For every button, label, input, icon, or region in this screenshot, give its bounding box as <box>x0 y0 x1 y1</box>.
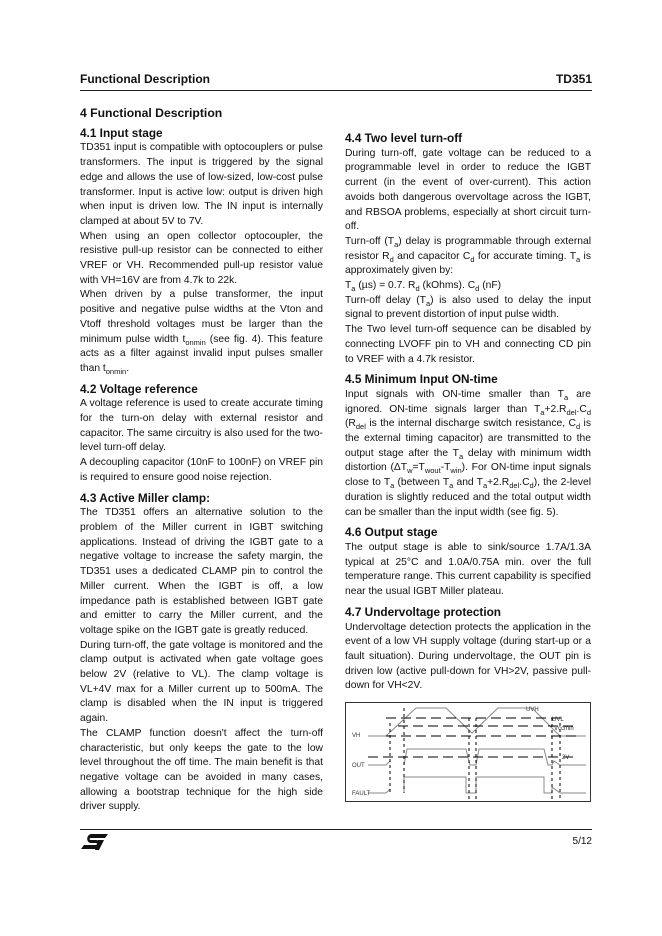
text-run: (between T <box>394 477 450 489</box>
text-run: .C <box>576 403 587 415</box>
subsection-heading: 4.4 Two level turn-off <box>345 131 463 145</box>
text-run: (R <box>345 418 356 430</box>
undervoltage-timing-diagram <box>345 702 591 802</box>
text-run: The CLAMP function doesn't affect the turn-off characteristic, but only keeps the gate to the low level throughout the off time. The main benefit is that negative voltage can be avoided in many cases, allowing a bootstrap technique for the high side driver supply. <box>80 727 323 813</box>
text-run: When using an open collector optocoupler, the resistive pull-up resistor can be connected to either VREF or VH. Recommended pull-up resistor value with VH=16V are from 4.7k to 22k. <box>80 230 323 286</box>
text-run: Undervoltage detection protects the application in the event of a low VH supply voltage (during start-up or a fault situation). During undervoltage, the OUT pin is driven low (active pull-down for VH>2V, passive pull-down for VH<2V. <box>345 621 591 692</box>
text-run: (see fig. 4). This feature acts as a filter against invalid input pulses smaller than t <box>80 333 323 374</box>
diagram-label-v2: 2V <box>562 755 570 762</box>
subscript: onmin <box>185 337 206 347</box>
text-run: delay with minimum width distortion (ΔT <box>345 447 591 474</box>
diagram-label-fault: FAULT <box>352 791 371 798</box>
paragraph <box>345 294 591 323</box>
subsection-heading: 4.7 Undervoltage protection <box>345 604 502 619</box>
subsection-heading: 4.2 Voltage reference <box>80 381 198 396</box>
subsection-heading: 4.3 Active Miller clamp: <box>80 490 211 505</box>
diagram-label-vh: VH <box>352 733 361 740</box>
text-run: -T <box>440 462 451 474</box>
subscript: d <box>586 407 591 417</box>
subscript: d <box>389 254 394 264</box>
text-run: The output stage is able to sink/source 1.7A/1.3A typical at 25°C and 1.0A/0.75A min. over the full temperature range. This current capability is specified near the usual IGBT Miller plateau. <box>345 541 591 598</box>
subscript: a <box>458 451 464 461</box>
text-run: +2.R <box>544 403 567 415</box>
text-run: for accurate timing. T <box>474 250 576 262</box>
text-run: Input signals with ON-time smaller than T <box>345 388 564 400</box>
text-run: (µs) = 0.7. R <box>355 280 416 292</box>
diagram-label-out: OUT <box>352 763 365 770</box>
text-run: TD351 input is compatible with optocouplers or pulse transformers. The input is triggered by the signal edge and allows the use of low-sized, low-cost pulse transformer. Input is active low: output is driven high when input is driven low. The IN input is internally clamped at about 5V to 7V. <box>80 142 323 227</box>
paragraph <box>80 288 323 376</box>
paragraph <box>80 141 323 229</box>
subscript: a <box>576 254 581 264</box>
text-run: is the external timing capacitor) are transmitted to the output stage after the T <box>345 418 591 459</box>
text-run: During turn-off, the gate voltage is monitored and the clamp output is activated when gate voltage goes below 2V (relative to VL). The clamp voltage is VL+4V max for a Miller current up to 500mA. The clamp is disabled when the IN input is triggered again. <box>80 639 323 725</box>
subscript: a <box>482 481 488 491</box>
subscript: del <box>566 407 577 417</box>
text-run: Turn-off (T <box>345 235 395 247</box>
paragraph <box>80 727 323 815</box>
paragraph <box>345 279 591 294</box>
paragraph <box>345 388 591 520</box>
subscript: win <box>450 466 462 476</box>
footer-rule <box>80 829 592 830</box>
text-run: ) delay is programmable through external resistor R <box>345 235 592 262</box>
page-number: 5/12 <box>572 836 592 847</box>
text-run: is approximately given by: <box>345 250 591 277</box>
text-run: ) is also used to delay the input signal to prevent distortion of input pulse width. <box>345 294 591 321</box>
text-run: A voltage reference is used to create accurate timing for the turn-on delay with external resistor and capacitor. The same circuitry is also used for the two-level turn-off delay. <box>80 398 323 454</box>
text-run: and capacitor C <box>393 250 471 262</box>
paragraph <box>345 147 591 235</box>
subscript: w <box>407 466 413 476</box>
subsection-heading: 4.6 Output stage <box>345 525 438 540</box>
text-run: (kOhms). C <box>419 280 476 292</box>
subscript: del <box>509 481 520 491</box>
text-run: Turn-off delay (T <box>345 294 426 306</box>
subscript: a <box>449 481 454 491</box>
header-rule <box>80 90 592 91</box>
subscript: onmin <box>105 367 127 376</box>
subscript: d <box>575 422 581 432</box>
paragraph <box>80 506 323 638</box>
diagram-label-uvh: UVH <box>526 707 539 714</box>
text-run: The Two level turn-off sequence can be disabled by connecting LVOFF pin to VH and connecting CD pin to VREF with a 4.7k resistor. <box>345 324 591 365</box>
header-doc-id: TD351 <box>555 72 592 86</box>
subscript: a <box>351 284 356 294</box>
subscript: d <box>415 284 420 294</box>
text-run: ). For ON-time input signals close to T <box>345 462 591 489</box>
text-run: +2.R <box>487 477 510 489</box>
text-run: are ignored. ON-time signals larger than T <box>345 388 591 415</box>
subscript: wout <box>424 466 441 476</box>
subscript: a <box>540 407 545 417</box>
text-run: . <box>126 362 130 374</box>
text-run: T <box>345 280 352 292</box>
subscript: d <box>475 284 480 294</box>
subscript: a <box>425 298 431 308</box>
fault-trace <box>368 777 586 793</box>
right-column <box>345 126 591 802</box>
text-run: is the internal discharge switch resistance, C <box>365 418 576 430</box>
text-run: and T <box>453 477 483 489</box>
section-title: 4 Functional Description <box>80 106 223 120</box>
paragraph <box>345 323 591 367</box>
paragraph <box>80 639 323 727</box>
subscript: a <box>563 393 569 402</box>
text-run: .C <box>519 477 530 489</box>
paragraph <box>80 397 323 456</box>
subsection-heading: 4.5 Minimum Input ON-time <box>345 372 498 387</box>
text-run: The TD351 offers an alternative solution to the problem of the Miller current in IGBT switching applications. Instead of driving the IGBT gate to a negative voltage to increase the safety margin, the TD351 uses a dedicated CLAMP pin to control the Miller current. When the IGBT is off, a low impedance path is established between IGBT gate and emitter to carry the Miller current, and the voltage spike on the IGBT gate is greatly reduced. <box>80 507 323 636</box>
text-run: During turn-off, gate voltage can be reduced to a programmable level in order to reduce the IGBT current (in the event of over-current). This action avoids both dangerous overvoltage across the IGBT, and RBSOA problems, especially at short circuit turn-off. <box>345 147 591 233</box>
paragraph <box>80 456 323 485</box>
text-run: When driven by a pulse transformer, the input positive and negative pulse widths at the Vton and Vtoff threshold voltages must be larger than the minimum pulse width t <box>80 289 323 345</box>
diagram-label-uvl: UVL <box>552 717 564 724</box>
subscript: d <box>470 254 475 264</box>
text-run: (nF) <box>479 280 502 292</box>
text-run: ), the 2-level duration is slightly reduced and the total output width can be smaller than the input width (see fig. 5). <box>345 477 591 518</box>
subscript: del <box>355 422 366 432</box>
paragraph <box>345 541 591 600</box>
header-section: Functional Description <box>80 72 211 86</box>
paragraph <box>80 230 323 289</box>
subscript: d <box>529 481 534 491</box>
text-run: A decoupling capacitor (10nF to 100nF) on VREF pin is required to ensure good noise rejection. <box>80 457 323 483</box>
left-column <box>80 106 323 815</box>
st-logo <box>80 833 110 856</box>
paragraph <box>345 235 591 279</box>
diagram-label-vccmin: Vccmin <box>554 726 574 733</box>
subscript: a <box>394 239 399 249</box>
text-run: =T <box>412 462 425 474</box>
paragraph <box>345 621 591 695</box>
subsection-heading: 4.1 Input stage <box>80 125 163 140</box>
subscript: a <box>390 481 395 491</box>
